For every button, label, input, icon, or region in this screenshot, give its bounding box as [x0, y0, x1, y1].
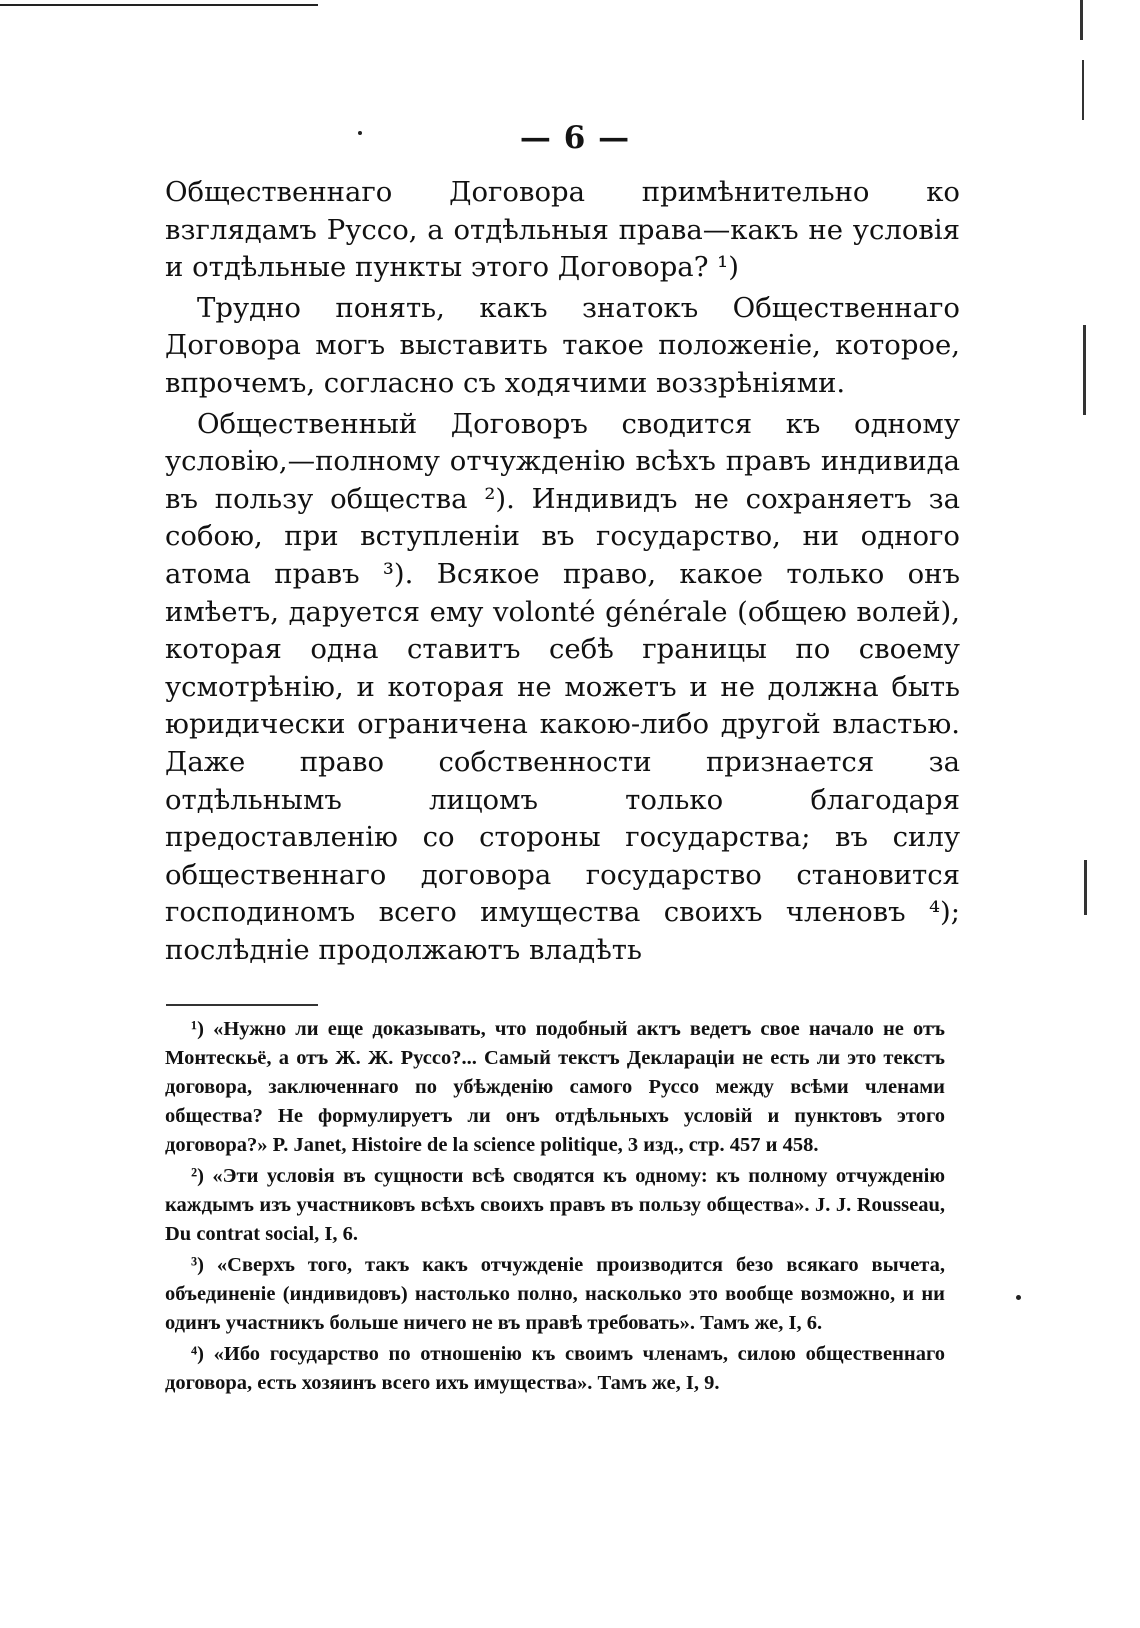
scan-edge-mark: [1080, 0, 1083, 40]
footnotes: [165, 1015, 945, 1398]
main-text: [165, 174, 960, 969]
scan-edge-mark: [1084, 860, 1087, 915]
scan-edge-mark: [1082, 60, 1084, 120]
footnote-4: ⁴) «Ибо государство по отношенію къ своимъ членамъ, силою общественнаго договора, есть хозяинъ всего ихъ имущества». Тамъ же, I, 9.: [165, 1343, 945, 1394]
page-number: — 6 —: [519, 120, 631, 156]
scan-speck: [358, 131, 362, 135]
footnote-2: ²) «Эти условія въ сущности всѣ сводятся къ одному: къ полному отчужденію каждымъ изъ участниковъ всѣхъ своихъ правъ въ пользу общества». J. J. Rousseau, Du contrat social, I, 6.: [165, 1165, 945, 1245]
scan-speck: [1016, 1295, 1021, 1300]
footnote-separator: [166, 1004, 318, 1006]
paragraph-1: Общественнаго Договора примѣнительно ко взглядамъ Руссо, а отдѣльныя права—какъ не условія и отдѣльные пункты этого Договора? ¹): [165, 176, 960, 284]
scan-edge-mark: [1083, 325, 1086, 415]
scan-top-rule: [0, 4, 318, 6]
paragraph-2: Трудно понять, какъ знатокъ Общественнаго Договора могъ выставить такое положеніе, которое, впрочемъ, согласно съ ходячими воззрѣніями.: [165, 291, 960, 399]
paragraph-3: Общественный Договоръ сводится къ одному условію,—полному отчужденію всѣхъ правъ индивида въ пользу общества ²). Индивидъ не сохраняетъ за собою, при вступленіи въ государство, ни одного атома правъ ³). Всякое право, какое только онъ имѣетъ, даруется ему volonté générale (общею волей), которая одна ставитъ себѣ границы по своему усмотрѣнію, и которая не можетъ и не должна быть юридически ограничена какою-либо другой властью. Даже право собственности признается за отдѣльнымъ лицомъ только благодаря предоставленію со стороны государства; въ силу общественнаго договора государство становится господиномъ всего имущества своихъ членовъ ⁴); послѣдніе продолжаютъ владѣть: [165, 407, 960, 966]
footnote-3: ³) «Сверхъ того, такъ какъ отчужденіе производится безо всякаго вычета, объединеніе (индивидовъ) настолько полно, насколько это вообще возможно, и ни одинъ участникъ больше ничего не въ правѣ требовать». Тамъ же, I, 6.: [165, 1254, 945, 1334]
footnote-1: ¹) «Нужно ли еще доказывать, что подобный актъ ведетъ свое начало не отъ Монтескьё, а отъ Ж. Ж. Руссо?... Самый текстъ Деклараціи не есть ли это текстъ договора, заключеннаго по убѣжденію самого Руссо между всѣми членами общества? Не формулируетъ ли онъ отдѣльныхъ условій и пунктовъ этого договора?» P. Janet, Histoire de la science politique, 3 изд., стр. 457 и 458.: [165, 1018, 945, 1156]
